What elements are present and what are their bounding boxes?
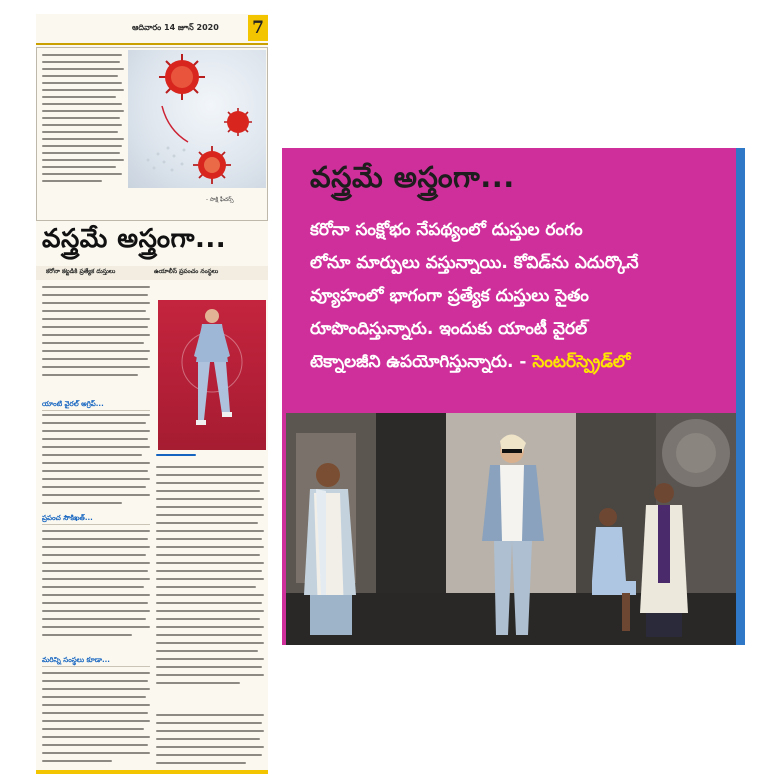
body-line-last — [310, 346, 730, 379]
dash-separator: - — [519, 352, 527, 372]
page-header — [36, 14, 268, 44]
article-column-1 — [42, 286, 150, 396]
section-title-2: ప్రపంచ సౌకిఖత్... — [42, 514, 93, 522]
newspaper-headline: వస్త్రమే అస్త్రంగా... — [42, 224, 227, 254]
body-line: రూపొందిస్తున్నారు. ఇందుకు యాంటీ వైరల్ — [310, 319, 588, 339]
header-rule — [36, 43, 268, 45]
feature-clipping — [282, 148, 745, 645]
page-footer-bar — [36, 770, 268, 774]
body-line: టెక్నాలజీని ఉపయోగిస్తున్నారు. — [310, 352, 514, 372]
page-date: ఆదివారం 14 జూన్ 2020 — [132, 23, 219, 32]
body-line: కరోనా సంక్షోభం నేపథ్యంలో దుస్తుల రంగం — [310, 220, 583, 240]
virus-illustration — [128, 50, 266, 188]
section-title-3: మరిన్ని సంస్థలు కూడా... — [42, 656, 110, 664]
article-column-4 — [42, 672, 150, 772]
virus-icon — [128, 50, 266, 188]
runway-scene — [286, 413, 736, 645]
intro-text-block — [42, 54, 124, 192]
article-column-3 — [42, 530, 150, 650]
feature-title: వస్త్రమే అస్త్రంగా... — [310, 160, 515, 194]
subhead-left: కరోనా కట్టడికి ప్రత్యేక దుస్తులు — [46, 268, 116, 275]
section-title-1: యాంటి వైరల్ అగ్రిప్... — [42, 400, 104, 408]
model-figure — [158, 300, 266, 450]
clip-edge — [736, 148, 745, 645]
model-photo — [158, 300, 266, 450]
intro-byline: - సాక్షి ఫీచర్స్ — [206, 197, 234, 203]
body-line: వ్యూహంలో భాగంగా ప్రత్యేక దుస్తులు సైతం — [310, 286, 589, 306]
body-line: లోనూ మార్పులు వస్తున్నాయి. కోవిడ్‌ను ఎదుర్కొనే — [310, 253, 639, 273]
section-divider — [42, 524, 150, 525]
article-column-right — [156, 454, 264, 706]
subhead-right: ఉయాలీస్ ప్రపంచం నంస్థలు — [154, 268, 219, 275]
page-number: 7 — [248, 15, 268, 41]
section-divider — [42, 666, 150, 667]
runway-photo — [286, 413, 736, 645]
feature-body — [310, 214, 730, 379]
article-column-right-bottom — [156, 714, 264, 774]
article-column-2 — [42, 414, 150, 524]
section-divider — [42, 410, 150, 411]
centerspread-highlight: సెంటర్‌స్ప్రెడ్‌లో — [532, 352, 631, 372]
newspaper-clipping — [36, 14, 268, 774]
